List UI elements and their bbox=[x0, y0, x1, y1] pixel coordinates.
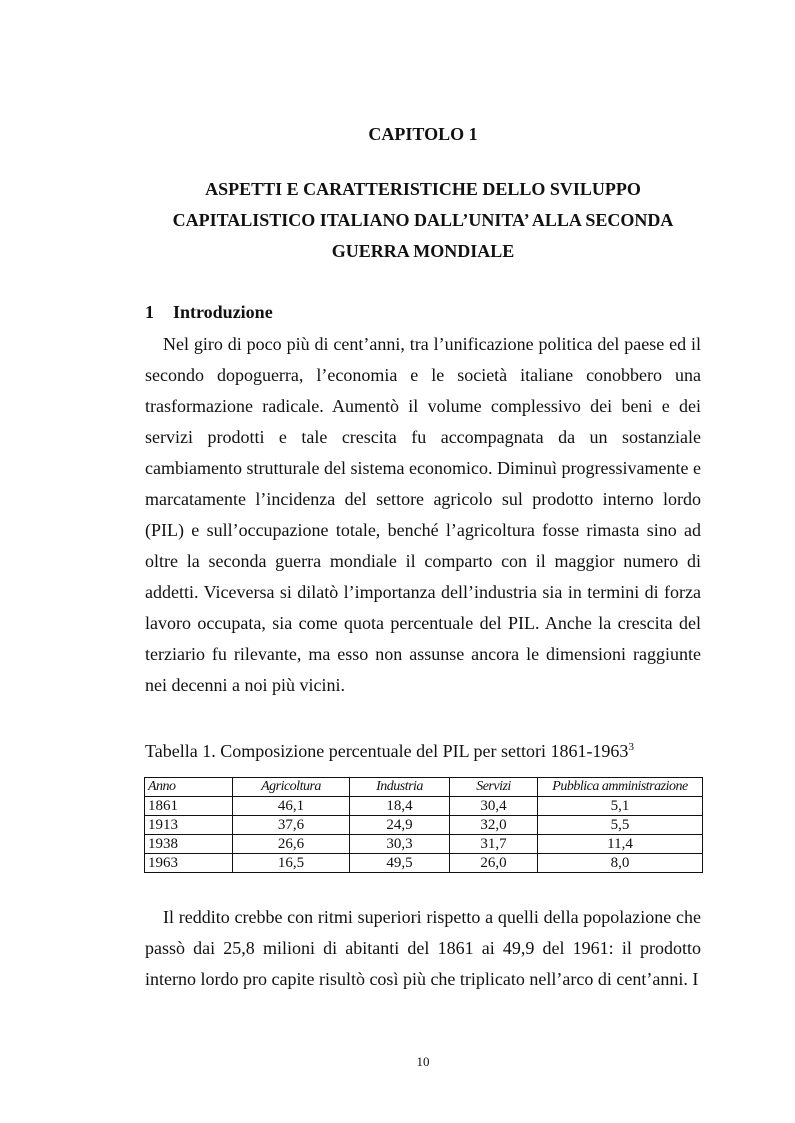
table-row bbox=[145, 816, 703, 835]
column-header: Agricoltura bbox=[233, 778, 350, 797]
table-cell: 31,7 bbox=[450, 835, 538, 854]
table-cell: 18,4 bbox=[350, 797, 450, 816]
chapter-title-line: CAPITALISTICO ITALIANO DALL’UNITA’ ALLA SECONDA bbox=[172, 210, 674, 230]
page-number: 10 bbox=[416, 1054, 430, 1069]
chapter-title bbox=[145, 174, 701, 267]
section-number: 1 bbox=[145, 302, 154, 322]
table-cell: 11,4 bbox=[538, 835, 703, 854]
table-cell: 24,9 bbox=[350, 816, 450, 835]
table-cell: 16,5 bbox=[233, 854, 350, 873]
table-cell: 32,0 bbox=[450, 816, 538, 835]
table-row bbox=[145, 835, 703, 854]
section-title: Introduzione bbox=[173, 302, 273, 322]
chapter-title-line: ASPETTI E CARATTERISTICHE DELLO SVILUPPO bbox=[205, 179, 641, 199]
table-cell: 1963 bbox=[145, 854, 233, 873]
table-cell: 37,6 bbox=[233, 816, 350, 835]
section-heading bbox=[145, 302, 701, 323]
column-header: Pubblica amministrazione bbox=[538, 778, 703, 797]
column-header: Anno bbox=[145, 778, 233, 797]
table-caption bbox=[145, 741, 701, 762]
body-paragraph: Il reddito crebbe con ritmi superiori rispetto a quelli della popolazione che passò dai 25,8 milioni di abitanti del 1861 ai 49,9 del 1961: il prodotto interno lordo pro capite risultò così più che triplicato nell’arco di cent’anni. I bbox=[145, 907, 701, 989]
table-cell: 46,1 bbox=[233, 797, 350, 816]
table-cell: 1913 bbox=[145, 816, 233, 835]
table-row bbox=[145, 797, 703, 816]
chapter-heading: CAPITOLO 1 bbox=[368, 124, 478, 144]
table-cell: 30,3 bbox=[350, 835, 450, 854]
column-header: Industria bbox=[350, 778, 450, 797]
chapter-title-line: GUERRA MONDIALE bbox=[331, 241, 515, 261]
table-cell: 1861 bbox=[145, 797, 233, 816]
table-row bbox=[145, 854, 703, 873]
table-cell: 49,5 bbox=[350, 854, 450, 873]
table-cell: 26,0 bbox=[450, 854, 538, 873]
footnote-ref: 3 bbox=[628, 741, 634, 753]
table-caption-text: Tabella 1. Composizione percentuale del PIL per settori 1861-1963 bbox=[145, 741, 629, 761]
table-cell: 5,5 bbox=[538, 816, 703, 835]
table-cell: 5,1 bbox=[538, 797, 703, 816]
table-cell: 26,6 bbox=[233, 835, 350, 854]
column-header: Servizi bbox=[450, 778, 538, 797]
table-header-row bbox=[145, 778, 703, 797]
body-paragraph: Nel giro di poco più di cent’anni, tra l’unificazione politica del paese ed il secondo dopoguerra, l’economia e le società italiane conobbero una trasformazione radicale. Aumentò il volume complessivo dei beni e dei servizi prodotti e tale crescita fu accompagnata da un sostanziale cambiamento strutturale del sistema economico. Diminuì progressivamente e marcatamente l’incidenza del settore agricolo sul prodotto interno lordo (PIL) e sull’occupazione totale, benché l’agricoltura fosse rimasta sino ad oltre la seconda guerra mondiale il comparto con il maggior numero di addetti. Viceversa si dilatò l’importanza dell’industria sia in termini di forza lavoro occupata, sia come quota percentuale del PIL. Anche la crescita del terziario fu rilevante, ma esso non assunse ancora le dimensioni raggiunte nei decenni a noi più vicini. bbox=[145, 334, 701, 695]
table-cell: 1938 bbox=[145, 835, 233, 854]
gdp-composition-table bbox=[144, 777, 703, 873]
table-cell: 8,0 bbox=[538, 854, 703, 873]
table-cell: 30,4 bbox=[450, 797, 538, 816]
